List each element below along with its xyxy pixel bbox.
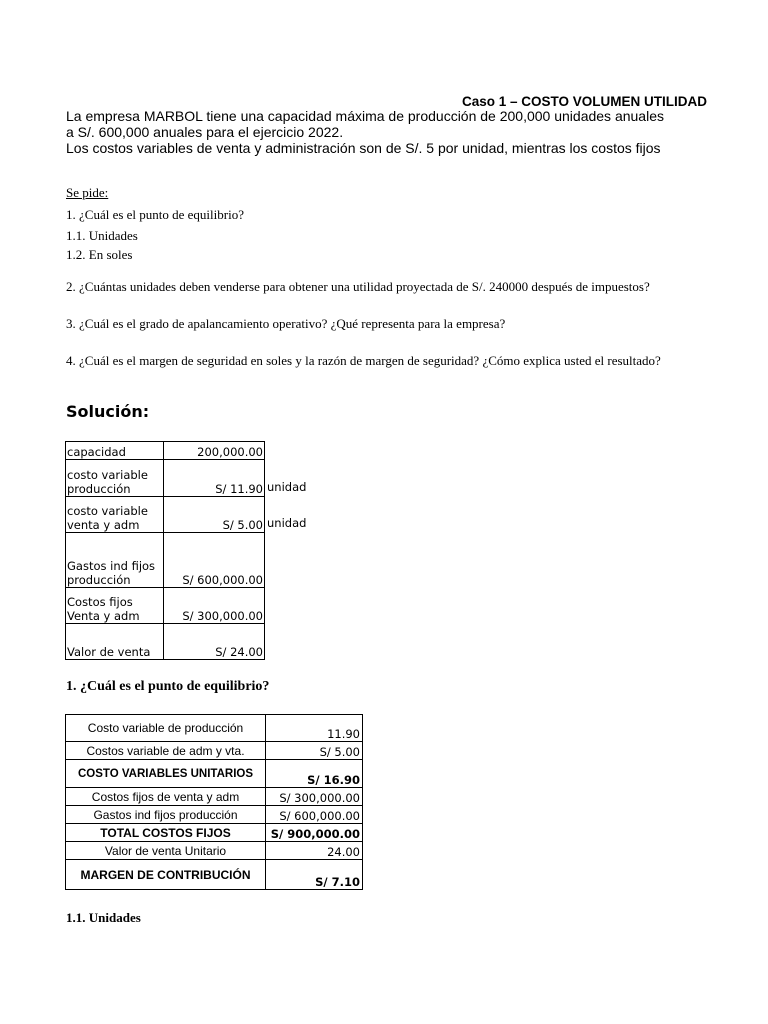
table-row	[66, 760, 363, 788]
summary-label: TOTAL COSTOS FIJOS	[66, 824, 266, 842]
summary-value: S/ 16.90	[266, 760, 363, 788]
question-2: 2. ¿Cuántas unidades deben venderse para obtener una utilidad proyectada de S/. 240000 después de impuestos?	[66, 279, 650, 294]
question-1-2: 1.2. En soles	[66, 247, 133, 262]
table-row	[66, 860, 363, 890]
summary-label: Costos variable de adm y vta.	[66, 742, 266, 760]
unit-label: unidad	[267, 480, 307, 494]
table-row	[66, 742, 363, 760]
table-row	[66, 806, 363, 824]
table-row	[66, 460, 265, 497]
summary-label: Costo variable de producción	[66, 715, 266, 742]
row-value: 200,000.00	[164, 442, 265, 460]
unit-label: unidad	[267, 516, 307, 530]
row-value: S/ 24.00	[164, 624, 265, 660]
summary-label: COSTO VARIABLES UNITARIOS	[66, 760, 266, 788]
row-value: S/ 600,000.00	[164, 533, 265, 588]
intro-line-2: a S/. 600,000 anuales para el ejercicio 2022.	[66, 124, 344, 140]
row-value: S/ 5.00	[164, 497, 265, 533]
problem-statement	[0, 0, 708, 400]
input-data-table	[65, 441, 265, 660]
summary-value: S/ 5.00	[266, 742, 363, 760]
table-row	[66, 442, 265, 460]
summary-value: S/ 7.10	[266, 860, 363, 890]
summary-label: Valor de venta Unitario	[66, 842, 266, 860]
table-row	[66, 842, 363, 860]
summary-table	[65, 714, 363, 890]
table-row	[66, 588, 265, 624]
row-label: capacidad	[66, 442, 164, 460]
intro-line-3: Los costos variables de venta y administración son de S/. 5 por unidad, mientras los costos fijos	[66, 140, 661, 156]
row-label: Gastos ind fijos producción	[66, 533, 164, 588]
table-row	[66, 497, 265, 533]
summary-value: S/ 600,000.00	[266, 806, 363, 824]
row-label: Costos fijos Venta y adm	[66, 588, 164, 624]
table-row	[66, 624, 265, 660]
question-1-1: 1.1. Unidades	[66, 228, 138, 243]
intro-line-1: La empresa MARBOL tiene una capacidad máxima de producción de 200,000 unidades anuales	[66, 108, 664, 124]
table-row	[66, 788, 363, 806]
case-title: Caso 1 – COSTO VOLUMEN UTILIDAD	[462, 94, 708, 109]
summary-label: MARGEN DE CONTRIBUCIÓN	[66, 860, 266, 890]
row-label: Valor de venta	[66, 624, 164, 660]
question-3: 3. ¿Cuál es el grado de apalancamiento operativo? ¿Qué representa para la empresa?	[66, 316, 506, 331]
table-row	[66, 824, 363, 842]
section-1-1-heading: 1.1. Unidades	[66, 910, 141, 925]
row-label: costo variable producción	[66, 460, 164, 497]
summary-value: 24.00	[266, 842, 363, 860]
se-pide-label: Se pide:	[66, 185, 109, 200]
summary-label: Gastos ind fijos producción	[66, 806, 266, 824]
section-1-heading: 1. ¿Cuál es el punto de equilibrio?	[66, 679, 270, 694]
summary-label: Costos fijos de venta y adm	[66, 788, 266, 806]
summary-value: 11.90	[266, 715, 363, 742]
summary-value: S/ 900,000.00	[266, 824, 363, 842]
row-value: S/ 11.90	[164, 460, 265, 497]
summary-value: S/ 300,000.00	[266, 788, 363, 806]
row-label: costo variable venta y adm	[66, 497, 164, 533]
row-value: S/ 300,000.00	[164, 588, 265, 624]
solution-heading: Solución:	[66, 402, 150, 421]
table-row	[66, 533, 265, 588]
table-row	[66, 715, 363, 742]
question-4: 4. ¿Cuál es el margen de seguridad en soles y la razón de margen de seguridad? ¿Cómo explica usted el resultado?	[66, 353, 661, 368]
question-1: 1. ¿Cuál es el punto de equilibrio?	[66, 207, 244, 222]
